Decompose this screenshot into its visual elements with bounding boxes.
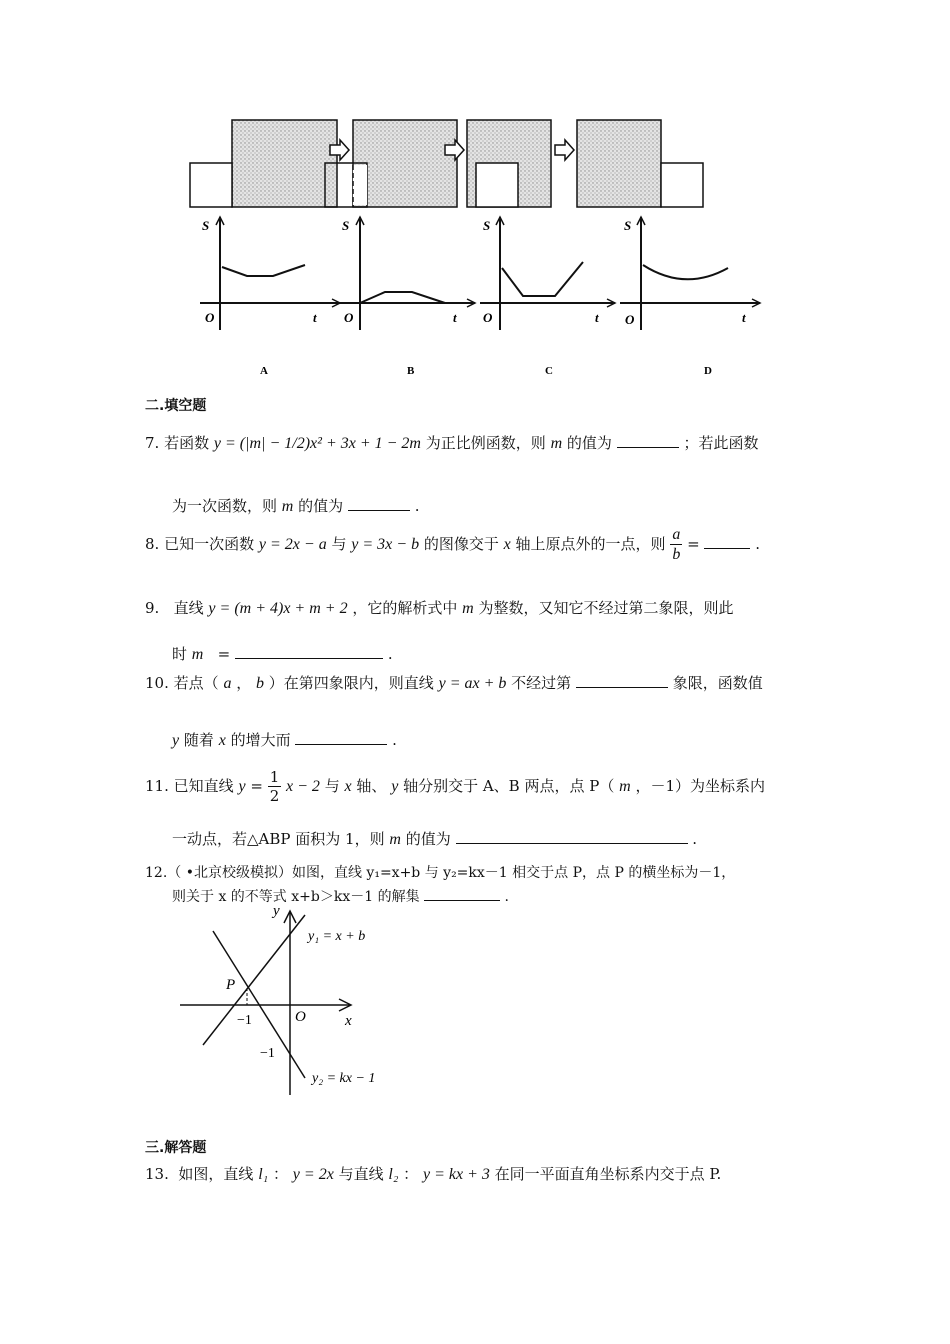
- q9-line2: [172, 643, 393, 664]
- q9-end: .: [387, 645, 393, 663]
- q11-text-4: 轴分别交于 A、B 两点，点 P（: [403, 777, 615, 795]
- q13-text-1: 如图，直线: [178, 1165, 254, 1183]
- q12-fig-x-label: x: [345, 1013, 352, 1029]
- q12-figure: [175, 900, 405, 1100]
- q11-frac-num: 1: [269, 768, 280, 786]
- q11-var-y: y: [238, 778, 246, 795]
- panel-1: [190, 120, 337, 207]
- q8-fraction: [670, 527, 682, 563]
- panel-3: [467, 120, 551, 207]
- q9-text-1: 直线: [173, 599, 204, 617]
- q11-fraction: [268, 770, 282, 804]
- panel-2: [325, 120, 457, 207]
- q11-formula-tail: x − 2: [286, 778, 320, 795]
- graph-d-o: O: [625, 312, 635, 327]
- q12-fig-point-p: P: [226, 977, 236, 993]
- q10-end: .: [392, 731, 397, 749]
- q13-line: [145, 1163, 721, 1184]
- q8-equals: =: [687, 535, 700, 553]
- q8-number: 8.: [145, 535, 160, 553]
- q7-text-2: 为正比例函数，则: [425, 434, 546, 452]
- q7-number: 7.: [145, 434, 160, 452]
- q10-text-4: 象限，函数值: [672, 674, 763, 692]
- graph-a: [200, 217, 340, 377]
- q13-formula-2: y = kx + 3: [422, 1166, 490, 1183]
- graph-c: [480, 217, 615, 377]
- q9-formula: y = (m + 4)x + m + 2: [208, 600, 348, 617]
- q11-line1: [145, 770, 765, 804]
- q12-fig-origin: O: [295, 1009, 306, 1025]
- q10-var-b: b: [256, 675, 265, 692]
- q13-l2: l₂: [388, 1166, 399, 1183]
- q10-line2: [172, 729, 397, 750]
- graph-a-s: S: [202, 218, 210, 233]
- q9-text-4: 时: [172, 645, 188, 663]
- q9-var-m-2: m: [191, 646, 204, 663]
- q11-text-3: 轴、: [356, 777, 387, 795]
- q13-text-3: 在同一平面直角坐标系内交于点 P.: [494, 1165, 722, 1183]
- q11-var-m: m: [619, 778, 631, 795]
- q12-end: .: [504, 889, 509, 905]
- section-fill-blank-heading: 二.填空题: [145, 398, 207, 414]
- q12-text: 则关于 x 的不等式 x+b＞kx－1 的解集: [172, 889, 420, 905]
- q9-text-3: 为整数，又知它不经过第二象限，则此: [478, 599, 734, 617]
- q10-text-5: 随着: [183, 731, 214, 749]
- q8-formula-1: y = 2x − a: [258, 536, 327, 553]
- q9-var-m: m: [462, 600, 474, 617]
- q11-equals: =: [250, 777, 263, 795]
- graph-a-label: A: [260, 365, 268, 377]
- q11-var-y-2: y: [391, 778, 399, 795]
- q11-text-1: 已知直线: [173, 777, 234, 795]
- q13-text-2: 与直线: [338, 1165, 384, 1183]
- graph-c-label: C: [545, 365, 553, 377]
- q13-formula-1: y = 2x: [292, 1166, 334, 1183]
- q9-text-2: ，它的解析式中: [352, 599, 458, 617]
- q11-var-m-2: m: [389, 831, 401, 848]
- q7-text-6: 的值为: [298, 497, 344, 515]
- q11-text-5: ，－1）为坐标系内: [635, 777, 766, 795]
- graph-c-t: t: [595, 310, 599, 325]
- q10-answer-blank-1[interactable]: [576, 673, 668, 688]
- q10-answer-blank-2[interactable]: [295, 730, 387, 745]
- q10-text-2: ）在第四象限内，则直线: [268, 674, 434, 692]
- q7-end: .: [414, 497, 420, 515]
- q9-answer-blank[interactable]: [235, 644, 383, 659]
- q7-answer-blank-2[interactable]: [348, 496, 410, 511]
- motion-figure: [180, 110, 780, 385]
- graph-b-t: t: [453, 310, 457, 325]
- graph-a-o: O: [205, 310, 215, 325]
- q8-text-3: 的图像交于: [423, 535, 499, 553]
- q10-var-a: a: [223, 675, 232, 692]
- q7-text-3: 的值为: [566, 434, 612, 452]
- q7-line2: [172, 495, 420, 516]
- q10-formula: y = ax + b: [438, 675, 507, 692]
- q13-number: 13.: [145, 1165, 169, 1183]
- q13-l1: l₁: [258, 1166, 269, 1183]
- panel-4: [577, 120, 703, 207]
- q7-text-5: 为一次函数，则: [172, 497, 278, 515]
- q7-formula: y = (|m| − 1/2)x² + 3x + 1 − 2m: [213, 435, 421, 452]
- graph-d-label: D: [704, 365, 712, 377]
- q11-number: 11.: [145, 777, 169, 795]
- q8-formula-2: y = 3x − b: [351, 536, 420, 553]
- q12-fig-line1-label: y₁ = x + b: [308, 929, 366, 944]
- arrow-3: [555, 140, 574, 160]
- q8-answer-blank[interactable]: [704, 534, 750, 549]
- q7-text-1: 若函数: [164, 434, 210, 452]
- graph-c-o: O: [483, 310, 493, 325]
- q9-number: 9.: [145, 599, 160, 617]
- graph-b-label: B: [407, 365, 415, 377]
- q8-frac-den: b: [672, 546, 681, 563]
- q7-text-4: ；若此函数: [683, 434, 759, 452]
- q11-line2: [172, 828, 697, 849]
- section-answer-heading: 三.解答题: [145, 1140, 207, 1156]
- graph-d: [620, 217, 760, 377]
- q10-text-6: 的增大而: [230, 731, 291, 749]
- q8-line: [145, 527, 760, 563]
- q9-line1: [145, 597, 734, 618]
- q8-var-x: x: [503, 536, 511, 553]
- q7-answer-blank-1[interactable]: [617, 433, 679, 448]
- q12-fig-neg1-x: −1: [237, 1013, 252, 1028]
- q8-text-2: 与: [331, 535, 347, 553]
- q11-end: .: [692, 830, 698, 848]
- q12-fig-line2-label: y₂ = kx − 1: [312, 1071, 376, 1086]
- q12-fig-y-label: y: [273, 903, 280, 919]
- graph-b-o: O: [344, 310, 354, 325]
- graph-b-s: S: [342, 218, 350, 233]
- q7-var-m-2: m: [281, 498, 294, 515]
- q11-text-2: 与: [324, 777, 340, 795]
- q11-var-x: x: [344, 778, 352, 795]
- q10-number: 10.: [145, 674, 169, 692]
- q8-end: .: [755, 535, 761, 553]
- q7-var-m: m: [550, 435, 563, 452]
- q12-answer-blank[interactable]: [424, 886, 500, 901]
- q11-frac-den: 2: [269, 787, 280, 805]
- graph-d-t: t: [742, 310, 746, 325]
- q8-frac-num: a: [672, 526, 681, 543]
- q11-answer-blank[interactable]: [456, 829, 688, 844]
- q10-var-y: y: [172, 732, 180, 749]
- q10-text-1: 若点（: [173, 674, 219, 692]
- q10-comma: ，: [236, 674, 252, 692]
- q12-line1: 12.（ •北京校级模拟）如图，直线 y₁=x+b 与 y₂=kx－1 相交于点 P，点 P 的横坐标为－1，: [145, 865, 736, 881]
- q11-text-7: 的值为: [405, 830, 451, 848]
- q10-var-x: x: [218, 732, 226, 749]
- q7-line1: [145, 432, 759, 453]
- q12-fig-neg1-y: −1: [260, 1046, 275, 1061]
- q9-equals: =: [217, 645, 231, 663]
- graph-a-t: t: [313, 310, 317, 325]
- q11-text-6: 一动点，若△ABP 面积为 1，则: [172, 830, 385, 848]
- graph-b: [340, 217, 475, 377]
- q13-colon-2: ：: [403, 1165, 419, 1183]
- graph-c-s: S: [483, 218, 491, 233]
- q8-text-4: 轴上原点外的一点，则: [515, 535, 666, 553]
- q8-text-1: 已知一次函数: [164, 535, 255, 553]
- q10-text-3: 不经过第: [511, 674, 572, 692]
- q13-colon-1: ：: [273, 1165, 289, 1183]
- graph-d-s: S: [624, 218, 632, 233]
- q10-line1: [145, 672, 763, 693]
